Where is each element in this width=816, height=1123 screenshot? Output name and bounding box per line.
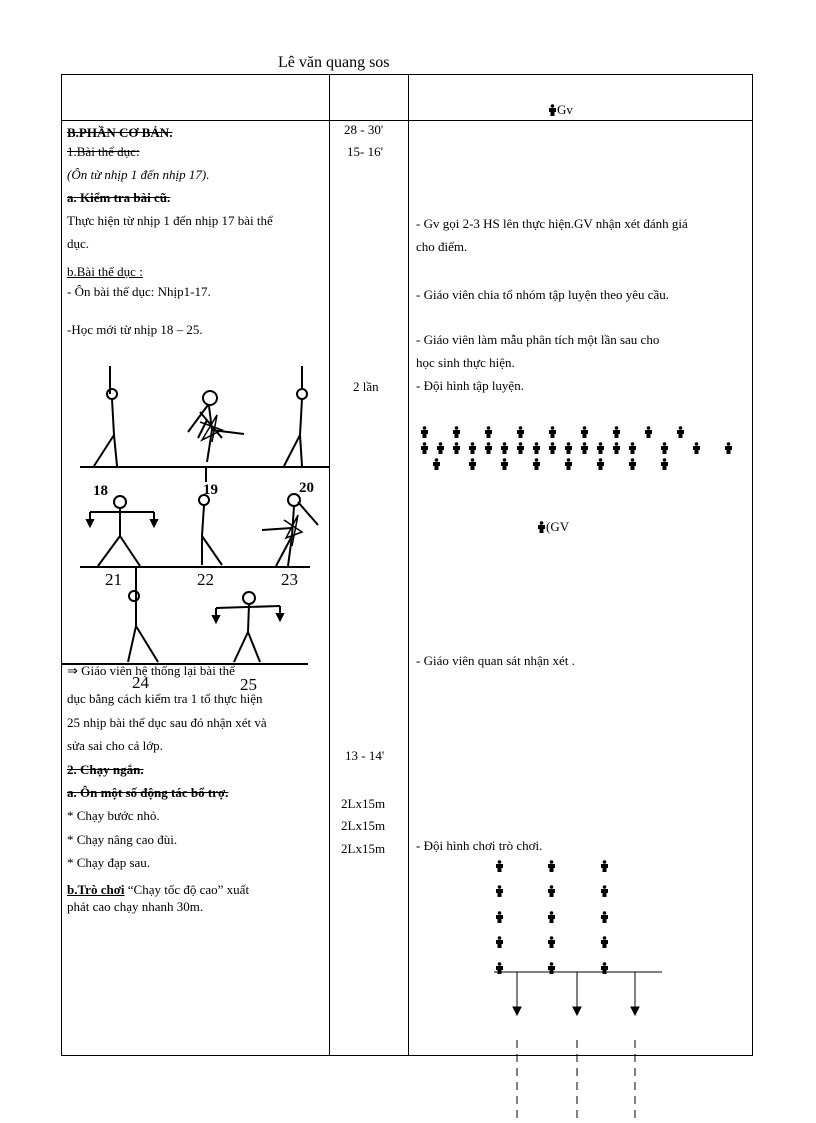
stick-figure-18 (87, 496, 157, 566)
game-formation (480, 855, 680, 1123)
right-note-4: - Đội hình tập luyện. (416, 378, 524, 393)
right-note-2: - Giáo viên chia tổ nhóm tập luyện theo yêu cầu. (416, 287, 670, 302)
system-line-1: ⇒ Giáo viên hệ thống lại bài thể (67, 663, 235, 678)
figure-number-19: 19 (203, 482, 218, 498)
run-drill-1: * Chạy bước nhỏ. (67, 808, 160, 823)
stick-figure-b (188, 391, 244, 462)
right-note-3a: - Giáo viên làm mẫu phân tích một lần sau cho (416, 332, 660, 347)
run-lanes (513, 972, 639, 1123)
run-drill-2: * Chạy nâng cao đùi. (67, 832, 178, 847)
review-note: (Ôn từ nhịp 1 đến nhịp 17). (67, 167, 210, 182)
distance-3: 2Lx15m (341, 841, 386, 856)
game-line-2: phát cao chạy nhanh 30m. (67, 899, 204, 914)
game-column-2 (548, 860, 555, 974)
author-header: Lê văn quang sos (278, 54, 390, 71)
figure-number-22: 22 (197, 570, 214, 589)
repeat-count: 2 lần (353, 379, 379, 394)
formation-teacher (537, 515, 569, 538)
game-column-3 (601, 860, 608, 974)
right-note-6: - Đội hình chơi trò chơi. (416, 838, 543, 853)
distance-1: 2Lx15m (341, 796, 386, 811)
formation-row-1 (421, 426, 684, 438)
training-formation (410, 420, 752, 495)
stick-figure-25 (213, 592, 283, 662)
figure-number-21: 21 (105, 570, 122, 589)
formation-row-2 (421, 442, 732, 454)
table-right-border (752, 74, 753, 1056)
check-line-1: Thực hiện từ nhịp 1 đến nhịp 17 bài thể (67, 213, 273, 228)
head-teacher (548, 98, 573, 121)
exercise-sub-heading: b.Bài thể dục : (67, 264, 143, 279)
time-exercise: 15- 16' (347, 144, 383, 159)
table-top-border (61, 74, 753, 75)
review-line: - Ôn bài thể dục: Nhịp1-17. (67, 284, 211, 299)
head-teacher-label: Gv (557, 102, 573, 117)
distance-2: 2Lx15m (341, 818, 386, 833)
running-sub-heading: a. Ôn một số động tác bổ trợ. (67, 785, 229, 800)
right-note-1b: cho điểm. (416, 239, 468, 254)
stick-figure-c (284, 366, 307, 466)
check-line-2: dục. (67, 236, 90, 251)
section-title: B.PHẦN CƠ BẢN. (67, 125, 173, 140)
new-line: -Học mới từ nhịp 18 – 25. (67, 322, 203, 337)
game-column-1 (496, 860, 503, 974)
right-note-5: - Giáo viên quan sát nhận xét . (416, 653, 575, 668)
stick-figure-19 (199, 495, 222, 565)
system-line-2: dục bằng cách kiểm tra 1 tổ thực hiện (67, 691, 263, 706)
table-col-divider-2 (408, 74, 409, 1056)
time-running: 13 - 14' (345, 748, 385, 763)
person-icon (537, 521, 546, 533)
stick-figure-24 (128, 568, 158, 662)
figure-number-23: 23 (281, 570, 298, 589)
run-drill-3: * Chạy đạp sau. (67, 855, 151, 870)
exercise-heading: 1.Bài thể dục: (67, 144, 140, 159)
figure-number-24: 24 (132, 673, 149, 692)
check-heading: a. Kiểm tra bài cũ. (67, 190, 171, 205)
system-line-4: sửa sai cho cả lớp. (67, 738, 163, 753)
formation-row-3 (433, 458, 668, 470)
time-total: 28 - 30' (344, 122, 384, 137)
system-line-3: 25 nhịp bài thể dục sau đó nhận xét và (67, 715, 267, 730)
figure-number-20: 20 (299, 480, 314, 496)
game-label: b.Trò chơi (67, 882, 125, 897)
figure-number-25: 25 (240, 675, 257, 694)
exercise-figure (62, 350, 330, 695)
right-note-1a: - Gv gọi 2-3 HS lên thực hiện.GV nhận xét đánh giá (416, 216, 688, 231)
stick-figure-20 (262, 494, 318, 566)
formation-teacher-label: (GV (546, 519, 570, 534)
game-text: “Chạy tốc độ cao” xuất (124, 882, 250, 897)
right-note-3b: học sinh thực hiện. (416, 355, 515, 370)
stick-figure-a (94, 366, 117, 466)
person-icon (548, 104, 557, 116)
running-heading: 2. Chạy ngắn. (67, 762, 144, 777)
figure-number-18: 18 (93, 483, 108, 499)
